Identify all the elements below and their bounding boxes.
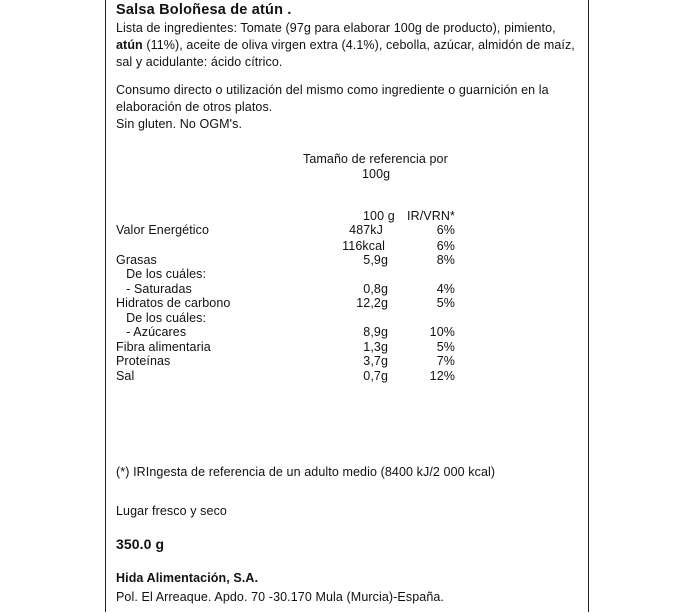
nutrition-col-ir: IR/VRN* bbox=[407, 209, 455, 223]
usage-line-2: elaboración de otros platos. bbox=[116, 100, 273, 114]
reference-size-heading: Tamaño de referencia por bbox=[303, 152, 448, 166]
company-name: Hida Alimentación, S.A. bbox=[116, 571, 259, 585]
row-fiber-label: Fibra alimentaria bbox=[116, 340, 211, 354]
reference-intake-footnote: (*) IRIngesta de referencia de un adulto medio (8400 kJ/2 000 kcal) bbox=[116, 465, 496, 479]
company-address: Pol. El Arreaque. Apdo. 70 -30.170 Mula (Murcia)-España. bbox=[116, 590, 444, 604]
row-energy-kcal: 116kcal bbox=[342, 239, 385, 253]
storage-instructions: Lugar fresco y seco bbox=[116, 504, 227, 518]
row-energy-kcal-ir: 6% bbox=[436, 239, 455, 253]
row-energy-label: Valor Energético bbox=[116, 223, 210, 237]
row-protein-label: Proteínas bbox=[116, 354, 171, 368]
row-salt-ir: 12% bbox=[429, 369, 455, 383]
row-salt-label: Sal bbox=[116, 369, 135, 383]
net-weight: 350.0 g bbox=[116, 536, 165, 552]
row-saturated-ir: 4% bbox=[436, 282, 455, 296]
ingredients-line-3: sal y acidulante: ácido cítrico. bbox=[116, 55, 283, 69]
row-sugars-value: 8,9g bbox=[363, 325, 388, 339]
row-saturated-label: - Saturadas bbox=[119, 282, 192, 296]
usage-line-1: Consumo directo o utilización del mismo como ingrediente o guarnición en la bbox=[116, 83, 549, 97]
row-salt-value: 0,7g bbox=[363, 369, 388, 383]
ingredients-line-2-rest: (11%), aceite de oliva virgen extra (4.1%), cebolla, azúcar, almidón de maíz, bbox=[142, 38, 575, 52]
row-sugars-ir: 10% bbox=[429, 325, 455, 339]
row-energy-kj-ir: 6% bbox=[436, 223, 455, 237]
row-fiber-ir: 5% bbox=[436, 340, 455, 354]
row-fat-label: Grasas bbox=[116, 253, 157, 267]
row-fat-value: 5,9g bbox=[363, 253, 388, 267]
product-title: Salsa Boloñesa de atún . bbox=[116, 2, 292, 18]
row-protein-ir: 7% bbox=[436, 354, 455, 368]
row-carbs-value: 12,2g bbox=[356, 296, 388, 310]
row-carbs-of-which: De los cuáles: bbox=[119, 311, 207, 325]
gluten-gmo-note: Sin gluten. No OGM's. bbox=[116, 117, 243, 131]
reference-size-value: 100g bbox=[362, 167, 391, 181]
row-energy-kj: 487kJ bbox=[349, 223, 383, 237]
row-carbs-label: Hidratos de carbono bbox=[116, 296, 231, 310]
ingredient-tuna: atún bbox=[116, 38, 143, 52]
ingredients-line-1: Lista de ingredientes: Tomate (97g para elaborar 100g de producto), pimiento, bbox=[116, 21, 556, 35]
ingredients-line-2 bbox=[116, 37, 575, 53]
nutrition-col-amount: 100 g bbox=[363, 209, 395, 223]
row-fiber-value: 1,3g bbox=[363, 340, 388, 354]
row-protein-value: 3,7g bbox=[363, 354, 388, 368]
row-fat-of-which: De los cuáles: bbox=[119, 267, 207, 281]
row-carbs-ir: 5% bbox=[436, 296, 455, 310]
row-saturated-value: 0,8g bbox=[363, 282, 388, 296]
row-fat-ir: 8% bbox=[436, 253, 455, 267]
row-sugars-label: - Azúcares bbox=[119, 325, 187, 339]
